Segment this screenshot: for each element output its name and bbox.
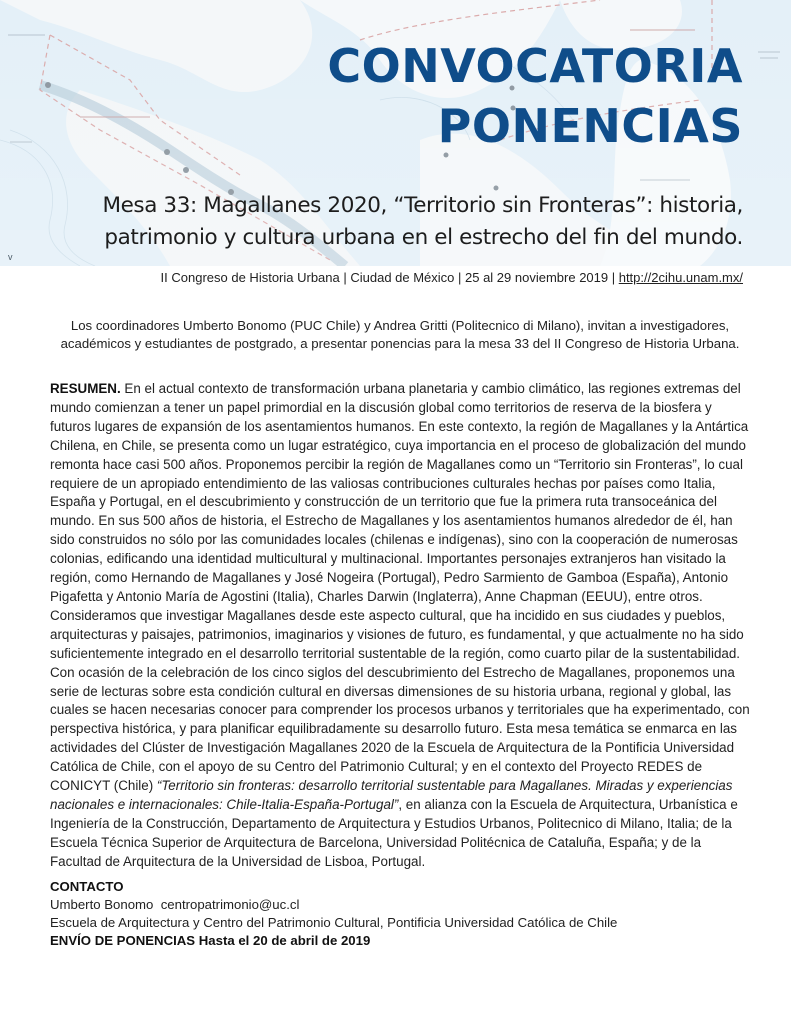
congress-info [161,270,743,285]
contact-heading: CONTACTO [50,879,124,894]
congress-link[interactable]: http://2cihu.unam.mx/ [618,270,743,285]
subtitle-line-1: Mesa 33: Magallanes 2020, “Territorio sin Fronteras”: historia, [102,193,743,218]
submission-deadline: ENVÍO DE PONENCIAS Hasta el 20 de abril de 2019 [50,933,371,948]
abstract-text-1: En el actual contexto de transformación urbana planetaria y cambio climático, las regiones extremas del mundo comienzan a tener un papel primordial en la discusión global como territorios de reserva de la biosfera y futuros lugares de expansión de los asentamientos humanos. En este contexto, la región de Magallanes y la Antártica Chilena, en Chile, se presenta como un lugar estratégico, cuya importancia en el proceso de globalización del mundo remonta hace casi 500 años. Proponemos percibir la región de Magallanes como un “Territorio sin Fronteras”, lo cual requiere de un apropiado entendimiento de las valiosas contribuciones culturales hechas por países como Italia, España y Portugal, en el descubrimiento y construcción de un territorio que fue la primera ruta transoceánica del mundo. En sus 500 años de historia, el Estrecho de Magallanes y los asentamientos humanos alrededor de él, han sido construidos no sólo por las comunidades locales (chilenas e indígenas), sino con la cooperación de numerosas colonias, edificando una identidad multicultural y multinacional. Importantes personajes extranjeros han visitado la región, como Hernando de Magallanes y José Nogeira (Portugal), Pedro Sarmiento de Gamboa (España), Antonio Pigafetta y Antonio María de Agostini (Italia), Charles Darwin (Inglaterra), Anne Chapman (EEUU), entre otros. Consideramos que investigar Magallanes desde este aspecto cultural, que ha incidido en sus ciudades y pueblos, arquitecturas y paisajes, patrimonios, imaginarios y visiones de futuro, es fundamental, y que actualmente no ha sido suficientemente integrado en el desarrollo territorial sustentable de la región, como cuarto pilar de la sustentabilidad. Con ocasión de la celebración de los cinco siglos del descubrimiento del Estrecho de Magallanes, proponemos una serie de lecturas sobre esta condición cultural en diversas dimensiones de su historia urbana, regional y global, las cuales se hacen necesarias conocer para comprender los procesos urbanos y territoriales que ha experimentado, con perspectiva histórica, y para planificar equilibradamente su desarrollo futuro. Esta mesa temática se enmarca en las actividades del Clúster de Investigación Magallanes 2020 de la Escuela de Arquitectura de la Pontificia Universidad Católica de Chile, con el apoyo de su Centro del Patrimonio Cultural; y en el contexto del Proyecto REDES de CONICYT (Chile) [50,381,750,794]
abstract-text-2: , en alianza con la Escuela de Arquitectura, Urbanística e Ingeniería de la Construcción, Departamento de Arquitectura y Estudios Urbanos, Politecnico di Milano, Italia; de la Escuela Técnica Superior de Arquitectura de Barcelona, Universidad Politécnica de Cataluña, España; y de la Facultad de Arquitectura de la Universidad de Lisboa, Portugal. [50,796,738,869]
abstract-project-title: “Territorio sin fronteras: desarrollo territorial sustentable para Magallanes. Miradas y experiencias nacionales e internacionales: Chile-Italia-España-Portugal” [50,778,733,812]
contact-institution: Escuela de Arquitectura y Centro del Patrimonio Cultural, Pontificia Universidad Católica de Chile [50,915,618,930]
panel-subtitle [102,190,743,254]
title-line-1: CONVOCATORIA [327,39,743,93]
contact-email[interactable]: centropatrimonio@uc.cl [160,897,300,912]
abstract-paragraph [50,380,750,872]
subtitle-line-2: patrimonio y cultura urbana en el estrecho del fin del mundo. [104,225,743,250]
title-line-2: PONENCIAS [437,99,743,153]
contact-section [50,878,617,950]
header-banner [0,0,791,266]
congress-text: II Congreso de Historia Urbana | Ciudad de México | 25 al 29 noviembre 2019 | [160,270,619,285]
intro-paragraph: Los coordinadores Umberto Bonomo (PUC Chile) y Andrea Gritti (Politecnico di Milano), invitan a investigadores, académicos y estudiantes de postgrado, a presentar ponencias para la mesa 33 del II Congreso de Historia Urbana. [60,318,740,351]
contact-person [50,896,617,914]
corner-mark: v [8,252,13,262]
page-title [327,36,743,156]
abstract-label: RESUMEN. [50,381,121,396]
contact-name: Umberto Bonomo [50,897,154,912]
